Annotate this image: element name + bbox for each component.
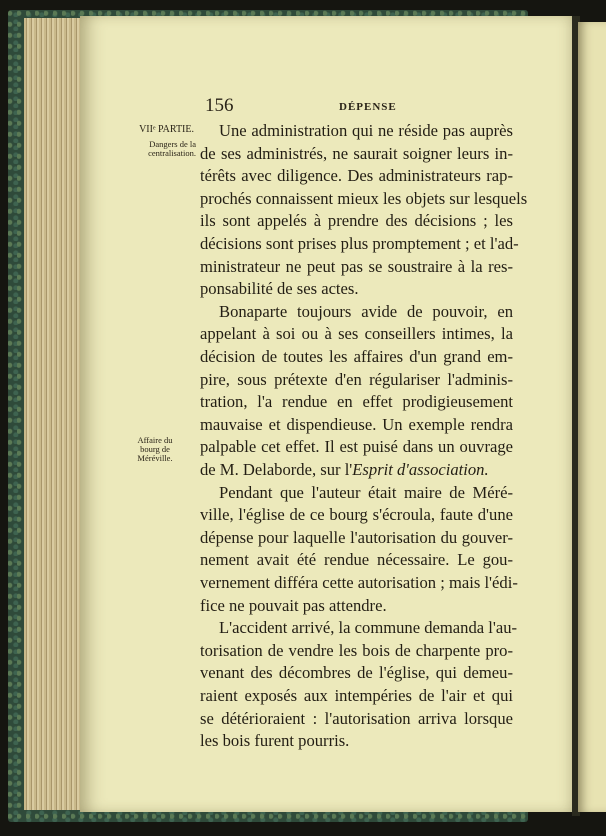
text-line: décision de toutes les affaires d'un grand em- — [200, 347, 513, 366]
page-edges — [24, 18, 82, 810]
text-line: ville, l'église de ce bourg s'écroula, faute d'une — [200, 505, 513, 525]
margin-note-line: Méréville. — [137, 453, 173, 463]
running-head: DÉPENSE — [339, 101, 397, 113]
facing-page — [578, 22, 606, 812]
text-line: vernement différa cette autorisation ; mais l'édi- — [200, 573, 518, 592]
text-line: appelant à soi ou à ses conseillers intimes, la — [200, 324, 513, 344]
text-line: venant des décombres de l'église, qui demeu- — [200, 663, 513, 683]
text-fragment: de M. Delaborde, sur l' — [200, 460, 353, 479]
text-line: mauvaise et dispendieuse. Un exemple rendra — [200, 414, 513, 434]
margin-note-line: centralisation. — [148, 148, 196, 158]
text-line: tration, l'a rendue en effet prodigieusement — [200, 392, 513, 412]
text-line: torisation de vendre les bois de charpente pro- — [200, 640, 513, 660]
text-line: les bois furent pourris. — [200, 731, 350, 751]
italic-title: Esprit d'association. — [352, 460, 489, 479]
text-line: ponsabilité de ses actes. — [200, 279, 359, 299]
margin-note-mereville — [124, 436, 186, 463]
text-line: dépense pour laquelle l'autorisation du gouver- — [200, 527, 513, 547]
margin-note-line: Affaire du — [137, 435, 173, 445]
text-line: ils sont appelés à prendre des décisions ; les — [200, 211, 513, 231]
text-line: palpable cet effet. Il est puisé dans un ouvrage — [200, 437, 513, 457]
text-line: de ses administrés, ne saurait soigner leurs in- — [200, 143, 513, 163]
text-line: prochés connaissent mieux les objets sur lesquels — [200, 188, 528, 208]
margin-note-line: bourg de — [140, 444, 170, 454]
text-line — [200, 460, 513, 480]
text-line: ministrateur ne peut pas se soustraire à la res- — [200, 256, 513, 276]
text-line: décisions sont prises plus promptement ; et l'ad- — [200, 234, 519, 253]
text-line: L'accident arrivé, la commune demanda l'au- — [219, 618, 518, 638]
text-line: Pendant que l'auteur était maire de Méré- — [219, 482, 513, 502]
margin-note-dangers — [120, 140, 196, 158]
text-line: nement avait été rendue nécessaire. Le gou- — [200, 550, 513, 570]
margin-note-line: Dangers de la — [149, 139, 196, 149]
text-line: se détérioraient : l'autorisation arriva lorsque — [200, 708, 513, 728]
text-line: fice ne pouvait pas attendre. — [200, 595, 387, 615]
text-line: raient exposés aux intempéries de l'air et qui — [200, 686, 513, 705]
text-line: Une administration qui ne réside pas auprès — [219, 121, 513, 140]
text-line: pire, sous prétexte d'en régulariser l'adminis- — [200, 369, 513, 389]
text-line: térêts avec diligence. Des administrateurs rap- — [200, 166, 513, 186]
text-line: Bonaparte toujours avide de pouvoir, en — [219, 301, 513, 321]
margin-note-part: VIIᵉ PARTIE. — [139, 124, 194, 135]
page-number: 156 — [205, 95, 234, 116]
